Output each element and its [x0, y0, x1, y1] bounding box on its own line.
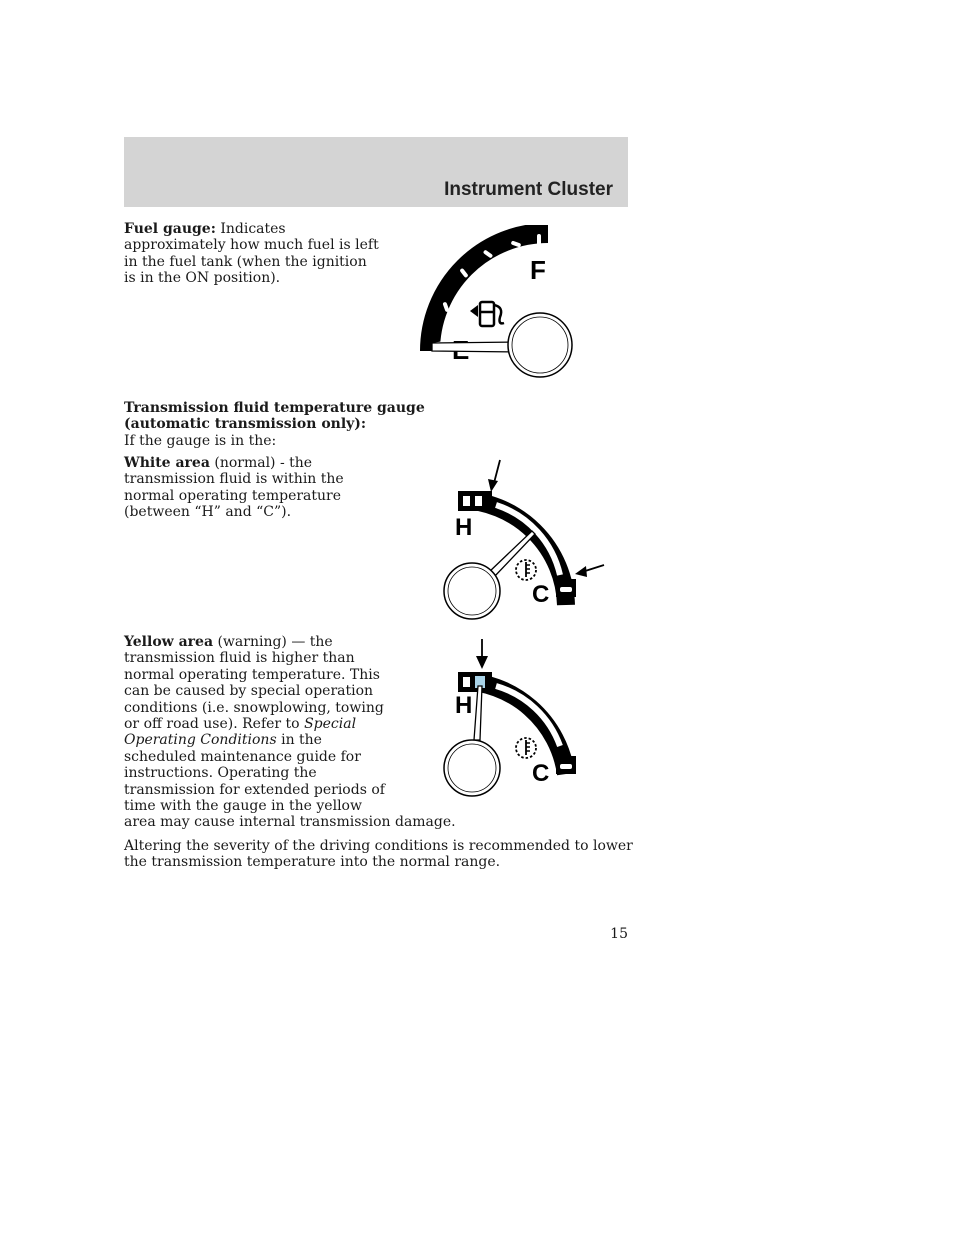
transmission-heading: Transmission fluid temperature gauge: [124, 400, 425, 416]
page-number: 15: [610, 926, 628, 942]
fuel-gauge-paragraph: [124, 221, 379, 287]
yellow-area-term: Yellow area: [124, 634, 214, 650]
text-line: can be caused by special operation: [124, 683, 374, 700]
text-line: area may cause internal transmission damage.: [124, 814, 456, 831]
fuel-full-label: F: [530, 255, 546, 285]
page-title: Instrument Cluster: [444, 179, 613, 200]
transmission-heading-sub: (automatic transmission only):: [124, 416, 367, 433]
text-line: (normal) - the: [214, 455, 313, 471]
special-operating-reference: Special: [304, 716, 357, 733]
text-line: Altering the severity of the driving conditions is recommended to lower: [124, 838, 633, 854]
white-area-term: White area: [124, 455, 210, 471]
text-line: (between “H” and “C”).: [124, 504, 292, 521]
fuel-gauge-illustration: [420, 225, 590, 385]
text-line: transmission fluid is within the: [124, 471, 344, 488]
yellow-area-paragraph: [124, 634, 456, 831]
transmission-gauge-intro: [124, 400, 425, 449]
transmission-gauge-normal-illustration: [436, 455, 616, 625]
text-line: normal operating temperature: [124, 487, 342, 504]
text-line: the transmission temperature into the normal range.: [124, 854, 501, 871]
text-line: approximately how much fuel is left: [124, 237, 379, 254]
white-area-paragraph: [124, 455, 344, 521]
text-line: transmission for extended periods of: [124, 781, 385, 798]
text-line: (warning) — the: [217, 634, 333, 650]
normal-range-arrow-top: [488, 460, 500, 492]
fuel-pump-icon: [470, 302, 504, 326]
warning-zone-arrow: [476, 639, 488, 669]
text-line: in the fuel tank (when the ignition: [124, 253, 367, 270]
header-band: [124, 137, 628, 207]
text-line: If the gauge is in the:: [124, 432, 277, 449]
text-line: transmission fluid is higher than: [124, 650, 355, 667]
text-line: Indicates: [220, 221, 286, 237]
text-line: is in the ON position).: [124, 270, 281, 287]
text-line: conditions (i.e. snowplowing, towing: [124, 699, 384, 716]
text-line: instructions. Operating the: [124, 765, 317, 782]
temp-hot-label: H: [455, 514, 473, 541]
altering-paragraph: [124, 838, 633, 871]
text-line: in the: [281, 732, 322, 749]
normal-range-arrow-bottom: [575, 565, 604, 577]
transmission-gauge-warning-illustration: [436, 636, 586, 806]
transmission-temperature-icon: [516, 560, 536, 580]
transmission-temperature-icon: [516, 738, 536, 758]
temp-cold-label: C: [532, 760, 550, 787]
text-line: scheduled maintenance guide for: [124, 748, 361, 765]
text-line: normal operating temperature. This: [124, 666, 380, 683]
temp-cold-label: C: [532, 581, 550, 608]
special-operating-reference: Operating Conditions: [124, 732, 277, 749]
temp-hot-label: H: [455, 692, 473, 719]
text-line: or off road use). Refer to: [124, 716, 300, 733]
fuel-gauge-heading: Fuel gauge:: [124, 221, 216, 237]
text-line: time with the gauge in the yellow: [124, 798, 362, 815]
